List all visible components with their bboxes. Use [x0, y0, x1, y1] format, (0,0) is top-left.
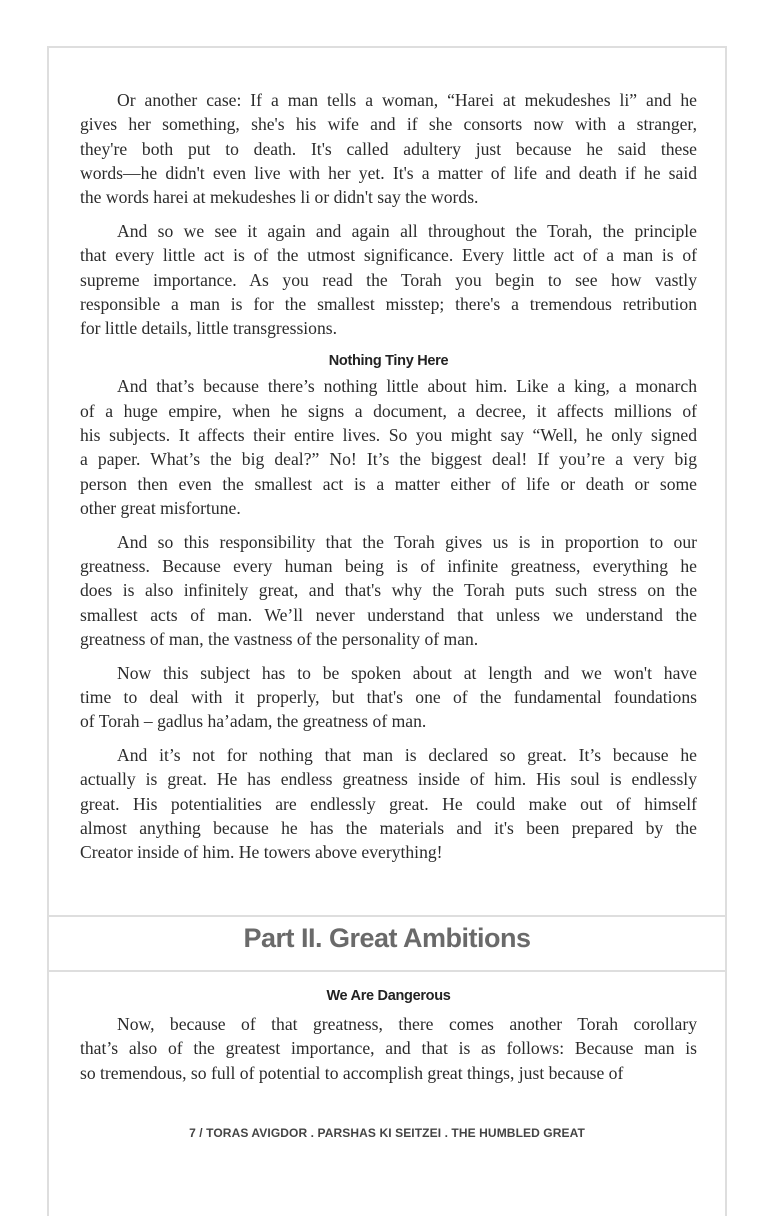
text-line: other great misfortune.: [80, 497, 241, 518]
lower-text: [80, 988, 697, 1085]
upper-text: [80, 88, 697, 865]
text-line: so tremendous, so full of potential to accomplish great things, just because of: [80, 1062, 624, 1083]
text-line: great. His potentialities are endlessly great. He could make out of himself: [80, 793, 697, 814]
paragraph-group: [80, 374, 697, 864]
text-line: words—he didn't even live with her yet. It's a matter of life and death if he said: [80, 162, 697, 183]
subheading-we-are-dangerous: We Are Dangerous: [326, 988, 451, 1004]
text-line: that every little act is of the utmost significance. Every little act of a man is of: [80, 245, 697, 266]
text-line: almost anything because he has the materials and it's been prepared by the: [80, 818, 697, 839]
text-line: time to deal with it properly, but that's one of the fundamental foundations: [80, 687, 697, 708]
text-line: of Torah – gadlus ha’adam, the greatness of man.: [80, 711, 427, 732]
text-line: greatness. Because every human being is of infinite greatness, everything he: [80, 556, 697, 577]
text-line: they're both put to death. It's called adultery just because he said these: [80, 138, 697, 159]
paragraph: [80, 743, 697, 864]
text-line: responsible a man is for the smallest misstep; there's a tremendous retribution: [80, 293, 697, 314]
text-line: And so this responsibility that the Torah gives us is in proportion to our: [117, 531, 697, 552]
page-footer: 7 / TORAS AVIGDOR . PARSHAS KI SEITZEI . THE HUMBLED GREAT: [189, 1126, 585, 1140]
text-line: Now, because of that greatness, there comes another Torah corollary: [117, 1014, 697, 1034]
text-line: person then even the smallest act is a matter either of life or death or some: [80, 473, 697, 494]
paragraph: [80, 219, 697, 340]
divider-bottom: [47, 970, 727, 972]
text-line: that’s also of the greatest importance, and that is as follows: Because man is: [80, 1038, 697, 1059]
text-line: And it’s not for nothing that man is declared so great. It’s because he: [117, 745, 697, 766]
subheading-nothing-tiny-here: Nothing Tiny Here: [328, 353, 449, 370]
text-line: Creator inside of him. He towers above everything!: [80, 842, 443, 863]
paragraph-group: [80, 88, 697, 340]
text-line: of a huge empire, when he signs a document, a decree, it affects millions of: [80, 400, 697, 421]
paragraph: [80, 1012, 697, 1085]
text-line: does is also infinitely great, and that's why the Torah puts such stress on the: [80, 580, 697, 601]
divider-top: [47, 915, 727, 917]
text-line: smallest acts of man. We’ll never understand that unless we understand the: [80, 604, 697, 625]
paragraph: [80, 530, 697, 651]
text-line: gives her something, she's his wife and if she consorts now with a stranger,: [80, 114, 697, 135]
text-line: greatness of man, the vastness of the personality of man.: [80, 628, 479, 649]
paragraph: [80, 88, 697, 209]
text-line: And that’s because there’s nothing little about him. Like a king, a monarch: [117, 376, 697, 397]
paragraph-group: [80, 1012, 697, 1085]
part-title: Part II. Great Ambitions: [243, 923, 531, 953]
text-line: supreme importance. As you read the Torah you begin to see how vastly: [80, 269, 697, 290]
text-line: Or another case: If a man tells a woman, “Harei at mekudeshes li” and he: [117, 90, 697, 110]
paragraph: [80, 374, 697, 520]
paragraph: [80, 661, 697, 734]
text-line: the words harei at mekudeshes li or didn't say the words.: [80, 187, 479, 208]
text-line: Now this subject has to be spoken about at length and we won't have: [117, 662, 697, 683]
text-line: his subjects. It affects their entire lives. So you might say “Well, he only signed: [80, 425, 697, 446]
text-line: a paper. What’s the big deal?” No! It’s the biggest deal! If you’re a very big: [80, 449, 697, 470]
text-line: for little details, little transgressions.: [80, 318, 338, 339]
text-line: actually is great. He has endless greatness inside of him. His soul is endlessly: [80, 769, 697, 790]
text-line: And so we see it again and again all throughout the Torah, the principle: [117, 220, 697, 241]
